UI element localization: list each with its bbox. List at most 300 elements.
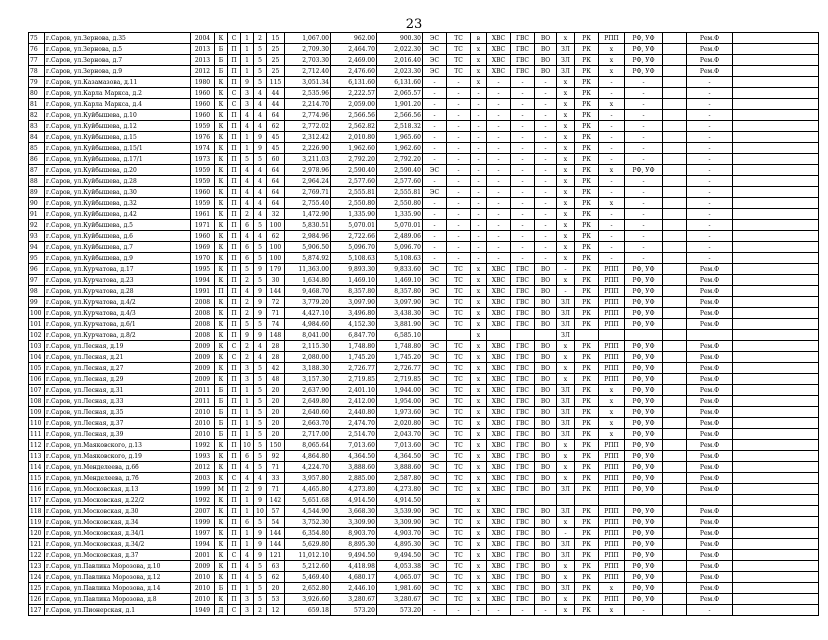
table-cell: ЭС xyxy=(423,473,447,484)
table-cell: 5,108.63 xyxy=(377,253,423,264)
table-cell: 3 xyxy=(241,594,254,605)
table-cell: 5,651.68 xyxy=(285,495,331,506)
table-cell: П xyxy=(228,484,241,495)
table-cell: К xyxy=(215,374,228,385)
table-cell: П xyxy=(228,66,241,77)
table-cell: 4 xyxy=(241,176,254,187)
table-cell: - xyxy=(447,605,471,616)
table-cell: г.Саров, ул.Куйбышева, д.15/1 xyxy=(45,143,191,154)
table-cell: х xyxy=(557,341,575,352)
table-cell: 6 xyxy=(241,517,254,528)
table-cell: ВО xyxy=(535,55,557,66)
table-row xyxy=(29,231,819,242)
table-cell: 121 xyxy=(29,539,45,550)
table-cell: 76 xyxy=(29,44,45,55)
table-cell: Рем.Ф xyxy=(687,407,733,418)
table-cell: 1 xyxy=(241,396,254,407)
table-cell: - xyxy=(687,165,733,176)
table-cell: РФ, УФ xyxy=(625,594,663,605)
table-cell xyxy=(663,407,687,418)
table-cell: 3,051.34 xyxy=(285,77,331,88)
table-cell: - xyxy=(471,110,487,121)
table-cell: х xyxy=(557,77,575,88)
table-cell: К xyxy=(215,88,228,99)
table-cell: ГВС xyxy=(511,572,535,583)
table-cell: 97 xyxy=(29,275,45,286)
table-cell xyxy=(733,550,819,561)
table-cell: Рем.Ф xyxy=(687,418,733,429)
table-cell: х xyxy=(557,110,575,121)
table-cell: Рем.Ф xyxy=(687,385,733,396)
table-cell: ХВС xyxy=(487,451,511,462)
table-cell: ЭС xyxy=(423,517,447,528)
table-cell: 1 xyxy=(241,506,254,517)
table-cell: ТС xyxy=(447,341,471,352)
table-cell: - xyxy=(511,187,535,198)
table-cell: 25 xyxy=(267,44,285,55)
table-cell: РК xyxy=(575,132,599,143)
table-cell: - xyxy=(487,132,511,143)
table-cell: РК xyxy=(575,528,599,539)
table-cell: 2,885.00 xyxy=(331,473,377,484)
table-cell: ЭС xyxy=(423,484,447,495)
table-cell: 2,755.40 xyxy=(285,198,331,209)
table-cell: ВО xyxy=(535,33,557,44)
table-cell: 4 xyxy=(254,352,267,363)
table-cell: 3,309.90 xyxy=(331,517,377,528)
table-cell: - xyxy=(625,605,663,616)
table-cell xyxy=(733,418,819,429)
table-cell: ЗЛ xyxy=(557,330,575,341)
table-cell: 5 xyxy=(254,440,267,451)
table-cell: 2,792.20 xyxy=(331,154,377,165)
table-cell xyxy=(733,572,819,583)
table-cell: РК xyxy=(575,341,599,352)
table-cell: х xyxy=(471,66,487,77)
table-cell: 5 xyxy=(254,396,267,407)
table-cell: 1991 xyxy=(191,286,215,297)
table-cell: ТС xyxy=(447,264,471,275)
table-cell: П xyxy=(228,297,241,308)
table-cell: ЗЛ xyxy=(557,418,575,429)
table-cell xyxy=(687,495,733,506)
table-row xyxy=(29,88,819,99)
table-cell: Рем.Ф xyxy=(687,429,733,440)
table-cell: 1 xyxy=(241,143,254,154)
table-cell xyxy=(733,209,819,220)
table-cell: г.Саров, ул.Куйбышева, д.28 xyxy=(45,176,191,187)
table-cell: ЗЛ xyxy=(557,385,575,396)
table-cell: 2,440.80 xyxy=(331,407,377,418)
table-cell xyxy=(663,154,687,165)
table-cell: ГВС xyxy=(511,352,535,363)
table-cell: г.Саров, ул.Куйбышева, д.9 xyxy=(45,253,191,264)
table-cell: 64 xyxy=(267,176,285,187)
table-cell: 2,115.30 xyxy=(285,341,331,352)
table-cell: 4,465.80 xyxy=(285,484,331,495)
table-cell: 9 xyxy=(254,286,267,297)
table-cell: ВО xyxy=(535,550,557,561)
table-cell: 20 xyxy=(267,429,285,440)
table-cell: 5 xyxy=(241,264,254,275)
table-cell: - xyxy=(511,165,535,176)
table-cell: 8,895.30 xyxy=(331,539,377,550)
table-cell: 2 xyxy=(254,605,267,616)
table-cell: 3,957.80 xyxy=(285,473,331,484)
table-cell: 1 xyxy=(241,385,254,396)
table-cell: - xyxy=(447,88,471,99)
table-cell: П xyxy=(228,132,241,143)
table-cell xyxy=(663,583,687,594)
table-cell: С xyxy=(228,352,241,363)
table-cell: ЭС xyxy=(423,275,447,286)
table-row xyxy=(29,176,819,187)
table-cell: 6,131.60 xyxy=(377,77,423,88)
table-cell: - xyxy=(487,110,511,121)
table-cell: - xyxy=(557,264,575,275)
table-cell: ГВС xyxy=(511,506,535,517)
table-cell: РК xyxy=(575,517,599,528)
table-cell: 144 xyxy=(267,539,285,550)
table-cell: РПП xyxy=(599,374,625,385)
table-cell: ЭС xyxy=(423,550,447,561)
table-cell: 57 xyxy=(267,506,285,517)
table-cell xyxy=(733,319,819,330)
table-cell: - xyxy=(687,605,733,616)
table-cell: ЭС xyxy=(423,44,447,55)
table-cell: РФ, УФ xyxy=(625,385,663,396)
table-cell: - xyxy=(487,253,511,264)
table-cell: П xyxy=(228,539,241,550)
table-cell: 12 xyxy=(267,605,285,616)
table-cell: 9 xyxy=(241,330,254,341)
table-cell: 7,013.60 xyxy=(377,440,423,451)
table-cell: г.Саров, ул.Куйбышева, д.6 xyxy=(45,231,191,242)
table-cell: ТС xyxy=(447,451,471,462)
table-cell: 2,792.20 xyxy=(377,154,423,165)
table-cell: 2,964.24 xyxy=(285,176,331,187)
table-cell: 1,469.10 xyxy=(331,275,377,286)
table-cell: 101 xyxy=(29,319,45,330)
table-cell: С xyxy=(228,341,241,352)
table-cell: 100 xyxy=(267,253,285,264)
table-row xyxy=(29,209,819,220)
table-cell: ХВС xyxy=(487,550,511,561)
table-cell xyxy=(663,209,687,220)
table-cell: 2 xyxy=(241,341,254,352)
table-cell: ХВС xyxy=(487,275,511,286)
table-cell: ХВС xyxy=(487,363,511,374)
table-cell: г.Саров, ул.Лесная, д.35 xyxy=(45,407,191,418)
table-cell xyxy=(663,99,687,110)
table-cell: 2004 xyxy=(191,33,215,44)
table-cell: - xyxy=(687,242,733,253)
table-cell: П xyxy=(228,583,241,594)
table-cell: - xyxy=(625,99,663,110)
table-cell: - xyxy=(423,121,447,132)
table-cell: 2,577.60 xyxy=(377,176,423,187)
table-cell: ВО xyxy=(535,418,557,429)
table-cell: К xyxy=(215,231,228,242)
table-cell: х xyxy=(471,286,487,297)
table-cell: х xyxy=(471,473,487,484)
table-cell: 1 xyxy=(241,539,254,550)
table-cell: П xyxy=(228,495,241,506)
table-cell: 4 xyxy=(241,462,254,473)
table-cell: 100 xyxy=(29,308,45,319)
table-cell: РК xyxy=(575,297,599,308)
table-cell: Рем.Ф xyxy=(687,583,733,594)
table-cell: 44 xyxy=(267,99,285,110)
table-cell: П xyxy=(228,308,241,319)
table-cell: П xyxy=(228,209,241,220)
table-cell xyxy=(663,462,687,473)
table-cell: 1969 xyxy=(191,242,215,253)
table-cell: - xyxy=(487,209,511,220)
table-cell: ЭС xyxy=(423,319,447,330)
table-cell: х xyxy=(557,176,575,187)
table-cell: 4 xyxy=(241,572,254,583)
table-cell xyxy=(535,495,557,506)
table-cell: ВО xyxy=(535,308,557,319)
table-cell: - xyxy=(625,154,663,165)
table-cell xyxy=(663,198,687,209)
table-cell: г.Саров, ул.Павлика Морозова, д.14 xyxy=(45,583,191,594)
table-cell: 4,680.17 xyxy=(331,572,377,583)
table-cell: ХВС xyxy=(487,539,511,550)
table-cell: х xyxy=(599,66,625,77)
table-cell: 1976 xyxy=(191,132,215,143)
table-cell: К xyxy=(215,308,228,319)
table-cell: П xyxy=(228,374,241,385)
table-cell: 28 xyxy=(267,341,285,352)
table-cell: х xyxy=(471,418,487,429)
table-cell: ВО xyxy=(535,363,557,374)
table-row xyxy=(29,286,819,297)
table-cell: К xyxy=(215,462,228,473)
table-cell: 6 xyxy=(241,220,254,231)
table-cell: РПП xyxy=(599,473,625,484)
table-cell: х xyxy=(599,605,625,616)
table-cell: - xyxy=(471,209,487,220)
table-cell: К xyxy=(215,176,228,187)
table-cell: - xyxy=(471,253,487,264)
table-cell: 1959 xyxy=(191,121,215,132)
table-cell: 1974 xyxy=(191,143,215,154)
table-cell xyxy=(575,495,599,506)
table-cell: К xyxy=(215,242,228,253)
table-cell xyxy=(663,110,687,121)
table-cell: 2008 xyxy=(191,297,215,308)
table-cell: РФ, УФ xyxy=(625,506,663,517)
table-cell xyxy=(663,297,687,308)
table-cell: РК xyxy=(575,77,599,88)
table-cell: 1999 xyxy=(191,484,215,495)
table-cell: 9 xyxy=(254,550,267,561)
table-cell: К xyxy=(215,198,228,209)
table-cell: 4,152.30 xyxy=(331,319,377,330)
table-cell: П xyxy=(228,231,241,242)
table-row xyxy=(29,220,819,231)
table-cell: 2,226.90 xyxy=(285,143,331,154)
table-cell: К xyxy=(215,209,228,220)
table-cell: 89 xyxy=(29,187,45,198)
table-cell: г.Саров, ул.Курчатова, д.28 xyxy=(45,286,191,297)
table-cell: К xyxy=(215,330,228,341)
table-cell: 8,041.00 xyxy=(285,330,331,341)
table-cell: ГВС xyxy=(511,55,535,66)
table-cell: х xyxy=(471,396,487,407)
table-cell: РФ, УФ xyxy=(625,286,663,297)
table-cell: ГВС xyxy=(511,385,535,396)
table-cell: П xyxy=(228,275,241,286)
table-cell: г.Саров, ул.Куйбышева, д.12 xyxy=(45,121,191,132)
table-cell: 3,926.60 xyxy=(285,594,331,605)
table-cell: г.Саров, ул.Лесная, д.31 xyxy=(45,385,191,396)
table-cell: 2,587.80 xyxy=(377,473,423,484)
table-cell: - xyxy=(687,132,733,143)
table-row xyxy=(29,264,819,275)
table-cell: ЗЛ xyxy=(557,484,575,495)
table-cell: ТС xyxy=(447,440,471,451)
table-cell: Рем.Ф xyxy=(687,319,733,330)
table-cell: ХВС xyxy=(487,517,511,528)
table-cell: 83 xyxy=(29,121,45,132)
table-cell xyxy=(663,418,687,429)
table-cell: П xyxy=(228,77,241,88)
table-row xyxy=(29,253,819,264)
table-cell: - xyxy=(487,187,511,198)
table-cell: ГВС xyxy=(511,583,535,594)
table-cell: ТС xyxy=(447,55,471,66)
table-cell: К xyxy=(215,594,228,605)
table-cell: ХВС xyxy=(487,286,511,297)
table-cell xyxy=(733,605,819,616)
table-cell: ВО xyxy=(535,44,557,55)
table-cell: 179 xyxy=(267,264,285,275)
table-cell: г.Саров, ул.Куйбышева, д.32 xyxy=(45,198,191,209)
table-cell xyxy=(663,363,687,374)
table-cell: 2008 xyxy=(191,330,215,341)
table-cell: 81 xyxy=(29,99,45,110)
table-cell: 5 xyxy=(254,44,267,55)
table-cell: Б xyxy=(215,583,228,594)
table-cell: 6,585.10 xyxy=(377,330,423,341)
table-cell: РФ, УФ xyxy=(625,396,663,407)
table-cell: Рем.Ф xyxy=(687,297,733,308)
table-cell: 115 xyxy=(267,77,285,88)
table-cell: 9 xyxy=(254,495,267,506)
table-cell: х xyxy=(557,33,575,44)
table-cell: Д xyxy=(215,605,228,616)
table-cell: ЭС xyxy=(423,396,447,407)
table-row xyxy=(29,66,819,77)
table-cell: ЭС xyxy=(423,572,447,583)
table-cell: 4,914.50 xyxy=(377,495,423,506)
table-cell: 5,874.92 xyxy=(285,253,331,264)
table-cell: - xyxy=(423,242,447,253)
table-cell: г.Саров, ул.Московская, д.34/1 xyxy=(45,528,191,539)
table-cell: РК xyxy=(575,308,599,319)
table-cell: х xyxy=(471,77,487,88)
table-cell: РК xyxy=(575,55,599,66)
table-cell: П xyxy=(228,154,241,165)
table-cell: 4 xyxy=(254,187,267,198)
table-cell: П xyxy=(228,330,241,341)
table-row xyxy=(29,429,819,440)
table-cell: х xyxy=(557,231,575,242)
table-cell: ВО xyxy=(535,517,557,528)
table-cell: РФ, УФ xyxy=(625,583,663,594)
table-cell: ЭС xyxy=(423,165,447,176)
table-cell: - xyxy=(511,253,535,264)
table-cell: РФ, УФ xyxy=(625,561,663,572)
table-cell: - xyxy=(511,176,535,187)
table-cell: 11,363.00 xyxy=(285,264,331,275)
table-cell: 659.18 xyxy=(285,605,331,616)
table-cell: г.Саров, ул.Пионерская, д.1 xyxy=(45,605,191,616)
table-cell: 2 xyxy=(254,33,267,44)
table-cell: - xyxy=(599,110,625,121)
table-cell: РФ, УФ xyxy=(625,363,663,374)
table-cell: 1,954.00 xyxy=(377,396,423,407)
table-cell: х xyxy=(557,242,575,253)
table-cell: - xyxy=(471,132,487,143)
table-cell: Рем.Ф xyxy=(687,473,733,484)
table-row xyxy=(29,99,819,110)
table-cell: 150 xyxy=(267,440,285,451)
table-cell: 2009 xyxy=(191,341,215,352)
table-cell: РПП xyxy=(599,572,625,583)
table-cell: 2,566.56 xyxy=(377,110,423,121)
table-cell: - xyxy=(625,209,663,220)
table-cell: 2,514.70 xyxy=(331,429,377,440)
table-cell: 54 xyxy=(267,517,285,528)
table-cell: 2001 xyxy=(191,550,215,561)
table-cell: 1994 xyxy=(191,539,215,550)
table-cell xyxy=(663,231,687,242)
table-cell: 5,830.51 xyxy=(285,220,331,231)
table-cell: 74 xyxy=(267,319,285,330)
table-cell: РФ, УФ xyxy=(625,319,663,330)
table-cell: - xyxy=(599,121,625,132)
table-cell xyxy=(733,407,819,418)
table-cell: К xyxy=(215,165,228,176)
table-cell: - xyxy=(447,209,471,220)
table-cell: ЭС xyxy=(423,385,447,396)
table-cell: ХВС xyxy=(487,374,511,385)
table-cell: 2009 xyxy=(191,363,215,374)
table-cell: РК xyxy=(575,88,599,99)
table-cell: С xyxy=(228,88,241,99)
table-cell xyxy=(733,198,819,209)
table-cell: Б xyxy=(215,385,228,396)
table-cell: - xyxy=(447,187,471,198)
table-cell: РК xyxy=(575,407,599,418)
table-cell: Рем.Ф xyxy=(687,451,733,462)
table-cell: Рем.Ф xyxy=(687,55,733,66)
table-cell: ГВС xyxy=(511,451,535,462)
table-cell: 117 xyxy=(29,495,45,506)
table-cell: х xyxy=(599,385,625,396)
table-cell: 4 xyxy=(254,88,267,99)
table-cell: 92 xyxy=(29,220,45,231)
table-cell: г.Саров, ул.Карла Маркса, д.2 xyxy=(45,88,191,99)
table-cell: 4,273.80 xyxy=(377,484,423,495)
table-cell: ТС xyxy=(447,66,471,77)
table-cell: 1 xyxy=(241,528,254,539)
table-cell: - xyxy=(487,121,511,132)
